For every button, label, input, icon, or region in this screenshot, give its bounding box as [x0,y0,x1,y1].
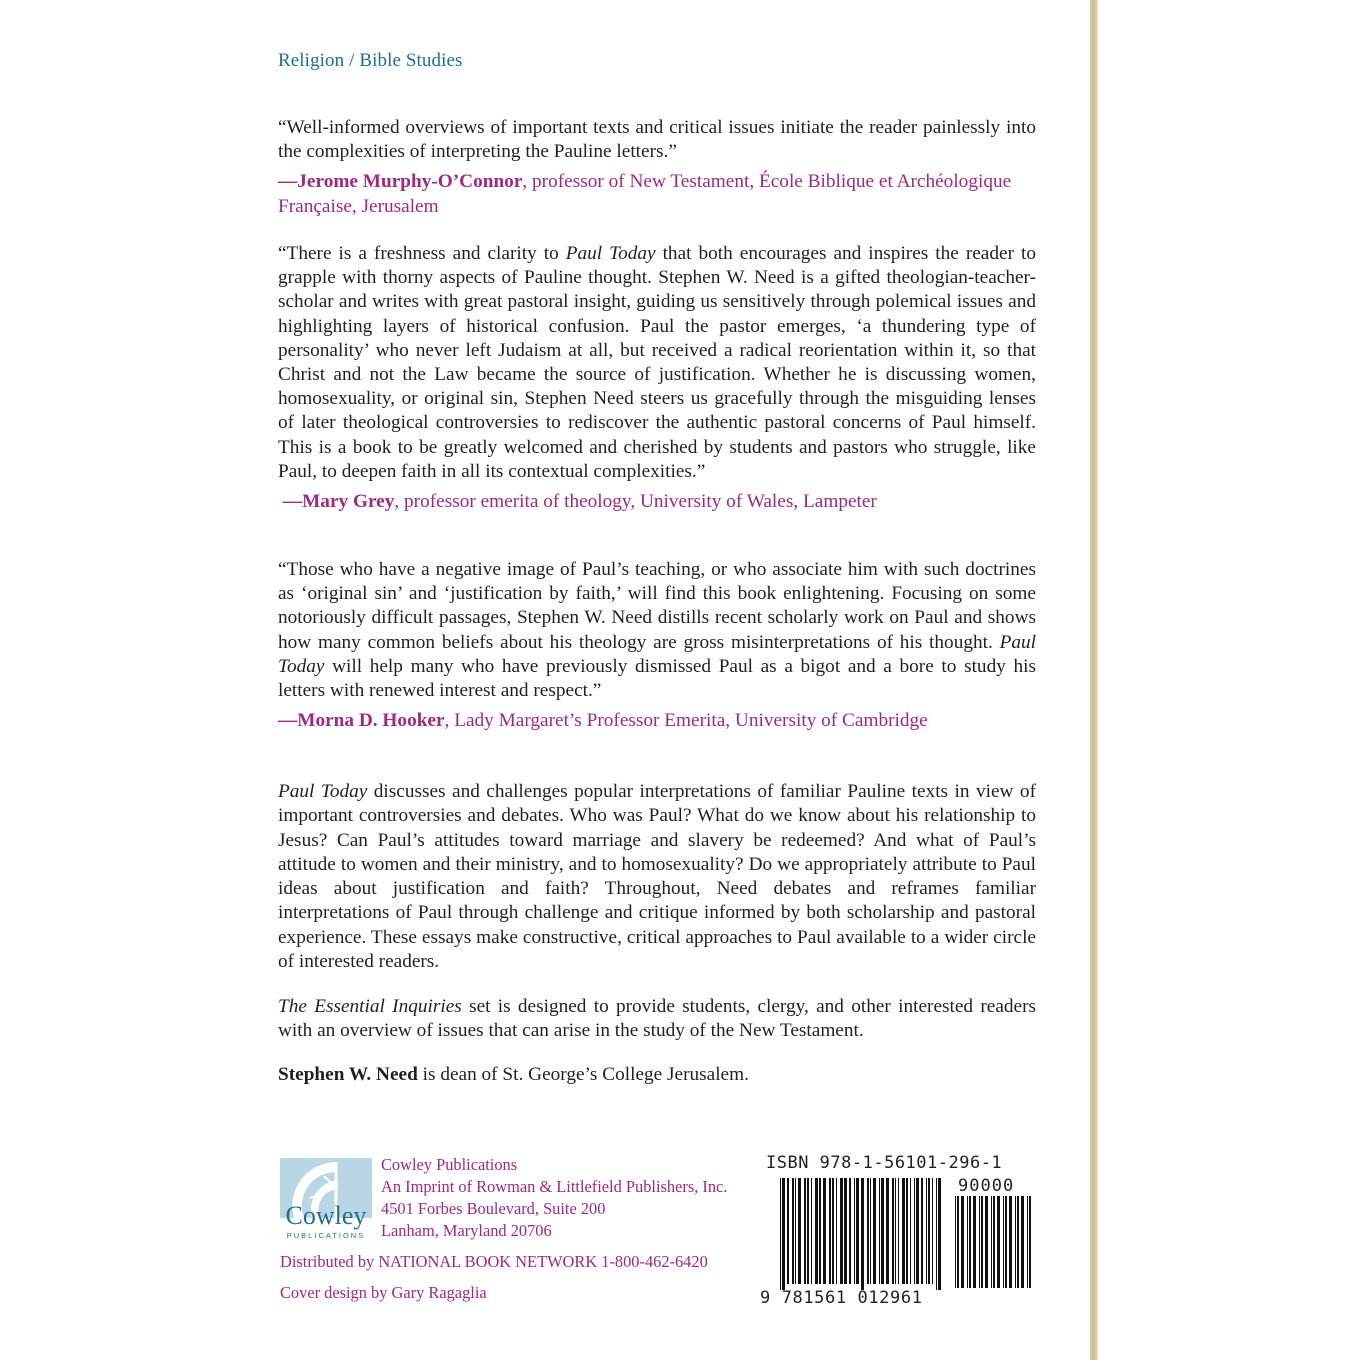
barcode-bar [936,1178,937,1290]
quote-2-text-start: “There is a freshness and clarity to [278,243,566,264]
barcode-bar [902,1178,905,1284]
quote-2-author: —Mary Grey [282,491,395,513]
quote-2-book-title: Paul Today [565,243,656,264]
logo-wordmark: Cowley [285,1201,367,1230]
background-margin [1098,0,1360,1360]
publisher-address-line1: 4501 Forbes Boulevard, Suite 200 [381,1199,606,1218]
quote-2-text [278,242,1036,484]
barcode-bar [854,1178,855,1284]
barcode-bar [782,1178,785,1290]
publisher-imprint: An Imprint of Rowman & Littlefield Publishers, Inc. [381,1177,728,1196]
isbn-barcode [762,1174,1040,1290]
barcode-bar [910,1178,911,1284]
barcode-digits: 9 781561 012961 [760,1288,923,1308]
series-title: The Essential Inquiries [278,996,462,1017]
quote-3-text [278,558,1036,703]
barcode-bar [886,1178,889,1284]
barcode-bar [1021,1196,1024,1288]
quote-3-attribution [278,709,1036,733]
publisher-name: Cowley Publications [381,1155,518,1174]
barcode-bar [921,1178,923,1284]
quote-1-attribution [278,170,1036,219]
isbn-label: ISBN 978-1-56101-296-1 [766,1153,1003,1173]
barcode-bar [892,1178,894,1284]
quote-3-author: —Morna D. Hooker [278,710,445,732]
barcode-bar [967,1196,968,1288]
barcode-bar [819,1178,821,1284]
barcode-bar [898,1178,899,1284]
barcode-bar [979,1196,980,1288]
barcode-bar [1015,1196,1016,1288]
barcode-bar [938,1178,941,1290]
quote-3-affiliation: , Lady Margaret’s Professor Emerita, University of Cambridge [444,710,928,732]
barcode-bar [993,1196,995,1288]
description-book-title: Paul Today [278,781,368,802]
quote-3-text-end: will help many who have previously dismissed Paul as a bigot and a bore to study his letters with renewed interest and respect.” [278,655,1036,702]
quote-1 [278,116,1036,219]
barcode-bar [1003,1196,1004,1288]
distribution-line: Distributed by NATIONAL BOOK NETWORK 1-800-462-6420 [280,1252,708,1271]
author-bio-text [278,1063,1036,1087]
barcode-bar [906,1178,908,1284]
barcode-bar [811,1178,812,1284]
barcode-bar [780,1178,781,1290]
quote-3 [278,558,1036,734]
barcode-bar [856,1178,859,1284]
quote-1-author: —Jerome Murphy-O’Connor [278,171,523,193]
barcode-bar [795,1178,796,1284]
barcode-bar [1005,1196,1007,1288]
barcode-bar [1029,1196,1031,1288]
barcode-bar [961,1196,964,1288]
description-body: discusses and challenges popular interpretations of familiar Pauline texts in view of important controversies and debates. Who was Paul? What do we know about his relationship to Jesus? Can Paul’s attitudes toward marriage and slavery be redeemed? And what of Paul’s attitude to women and their ministry, and to homosexuality? Do we appropriately attribute to Paul ideas about justification and faith? Throughout, Need debates and reframes familiar interpretations of Paul through challenge and critique informed by both scholarship and pastoral experience. These essays make constructive, critical approaches to Paul available to a wider circle of interested readers. [278,781,1036,973]
quote-1-affiliation: , professor of New Testament, École Biblique et Archéologique Française, Jerusalem [278,171,1012,217]
publisher-address-line2: Lanham, Maryland 20706 [381,1221,552,1240]
barcode-bar [957,1196,959,1288]
barcode-bar [815,1178,818,1284]
publisher-info [381,1154,727,1242]
barcode-bar [823,1178,826,1284]
cover-design-credit: Cover design by Gary Ragaglia [280,1283,487,1302]
author-bio [278,1063,1036,1087]
barcode-bar [926,1178,927,1284]
barcode-bar [1027,1196,1028,1288]
barcode-bar [792,1178,794,1284]
barcode-bar [867,1178,869,1284]
quote-2-affiliation: , professor emerita of theology, University of Wales, Lampeter [394,491,877,513]
barcode-bar [849,1178,851,1284]
barcode-bar [985,1196,988,1288]
barcode-bar [955,1196,956,1288]
barcode-bar [787,1178,789,1284]
series-note [278,995,1036,1044]
barcode-main-bars [780,1178,941,1290]
barcode-bar [836,1178,837,1284]
barcode-bar [991,1196,992,1288]
logo-subtitle: PUBLICATIONS [286,1231,366,1240]
quote-2-attribution [278,490,1036,514]
category-label: Religion / Bible Studies [278,50,463,71]
barcode-bar [914,1178,915,1284]
quote-3-text-start: “Those who have a negative image of Paul’s teaching, or who associate him with such doctrines as ‘original sin’ and ‘justification by faith,’ will find this book enlightening. Focusing on some notoriously difficult passages, Stephen W. Need distills recent scholarly work on Paul and shows how many common beliefs about his theology are gross misinterpretations of his thought. [278,559,1036,653]
cowley-logo [280,1158,372,1240]
barcode-bar [879,1178,880,1284]
price-code: 90000 [958,1176,1015,1196]
series-body: set is designed to provide students, clergy, and other interested readers with an overview of issues that can arise in the study of the New Testament. [278,996,1036,1042]
author-name: Stephen W. Need [278,1064,418,1085]
barcode-bar [873,1178,876,1284]
barcode-bar [895,1178,896,1284]
barcode-bar [1009,1196,1012,1288]
quote-3-book-title: Paul Today [278,631,1036,677]
barcode-bar [881,1178,884,1284]
barcode-bar [981,1196,983,1288]
barcode-bar [932,1178,933,1284]
barcode-bar [916,1178,919,1284]
barcode-bar [829,1178,831,1284]
quote-2 [278,242,1036,514]
book-description [278,780,1036,974]
barcode-bar [804,1178,806,1284]
quote-2-text-end: that both encourages and inspires the reader to grapple with thorny aspects of Pauline thought. Stephen W. Need is a gifted theologian-teacher-scholar and writes with great pastoral insight, guiding us sensitively through polemical issues and highlighting layers of historical confusion. Paul the pastor emerges, ‘a thundering type of personality’ who never left Judaism at all, but received a radical reorientation within it, so that Christ and not the Law became the source of justification. Whether he is discussing women, homosexuality, or original sin, Stephen Need steers us gracefully through the misguiding lenses of later theological controversies to rediscover the authentic pastoral concerns of Paul himself. This is a book to be greatly welcomed and cherished by students and pastors who struggle, like Paul, to deepen faith in all its contextual complexities.” [278,243,1036,482]
barcode-bar [928,1178,930,1284]
series-text [278,995,1036,1044]
barcode-bar [798,1178,801,1284]
barcode-bar [861,1178,864,1290]
barcode-bar [844,1178,847,1284]
description-text [278,780,1036,974]
barcode-bar [997,1196,1000,1288]
quote-1-text: “Well-informed overviews of important texts and critical issues initiate the reader painlessly into the complexities of interpreting the Pauline letters.” [278,117,1036,163]
spine-edge [1090,0,1098,1360]
barcode-bar [870,1178,871,1284]
barcode-addon-bars [955,1196,1031,1288]
barcode-bar [832,1178,834,1284]
barcode-bar [807,1178,809,1284]
barcode-bar [1017,1196,1019,1288]
author-bio-body: is dean of St. George’s College Jerusalem. [417,1064,749,1085]
barcode-bar [969,1196,971,1288]
barcode-bar [840,1178,843,1284]
barcode-bar [973,1196,976,1288]
